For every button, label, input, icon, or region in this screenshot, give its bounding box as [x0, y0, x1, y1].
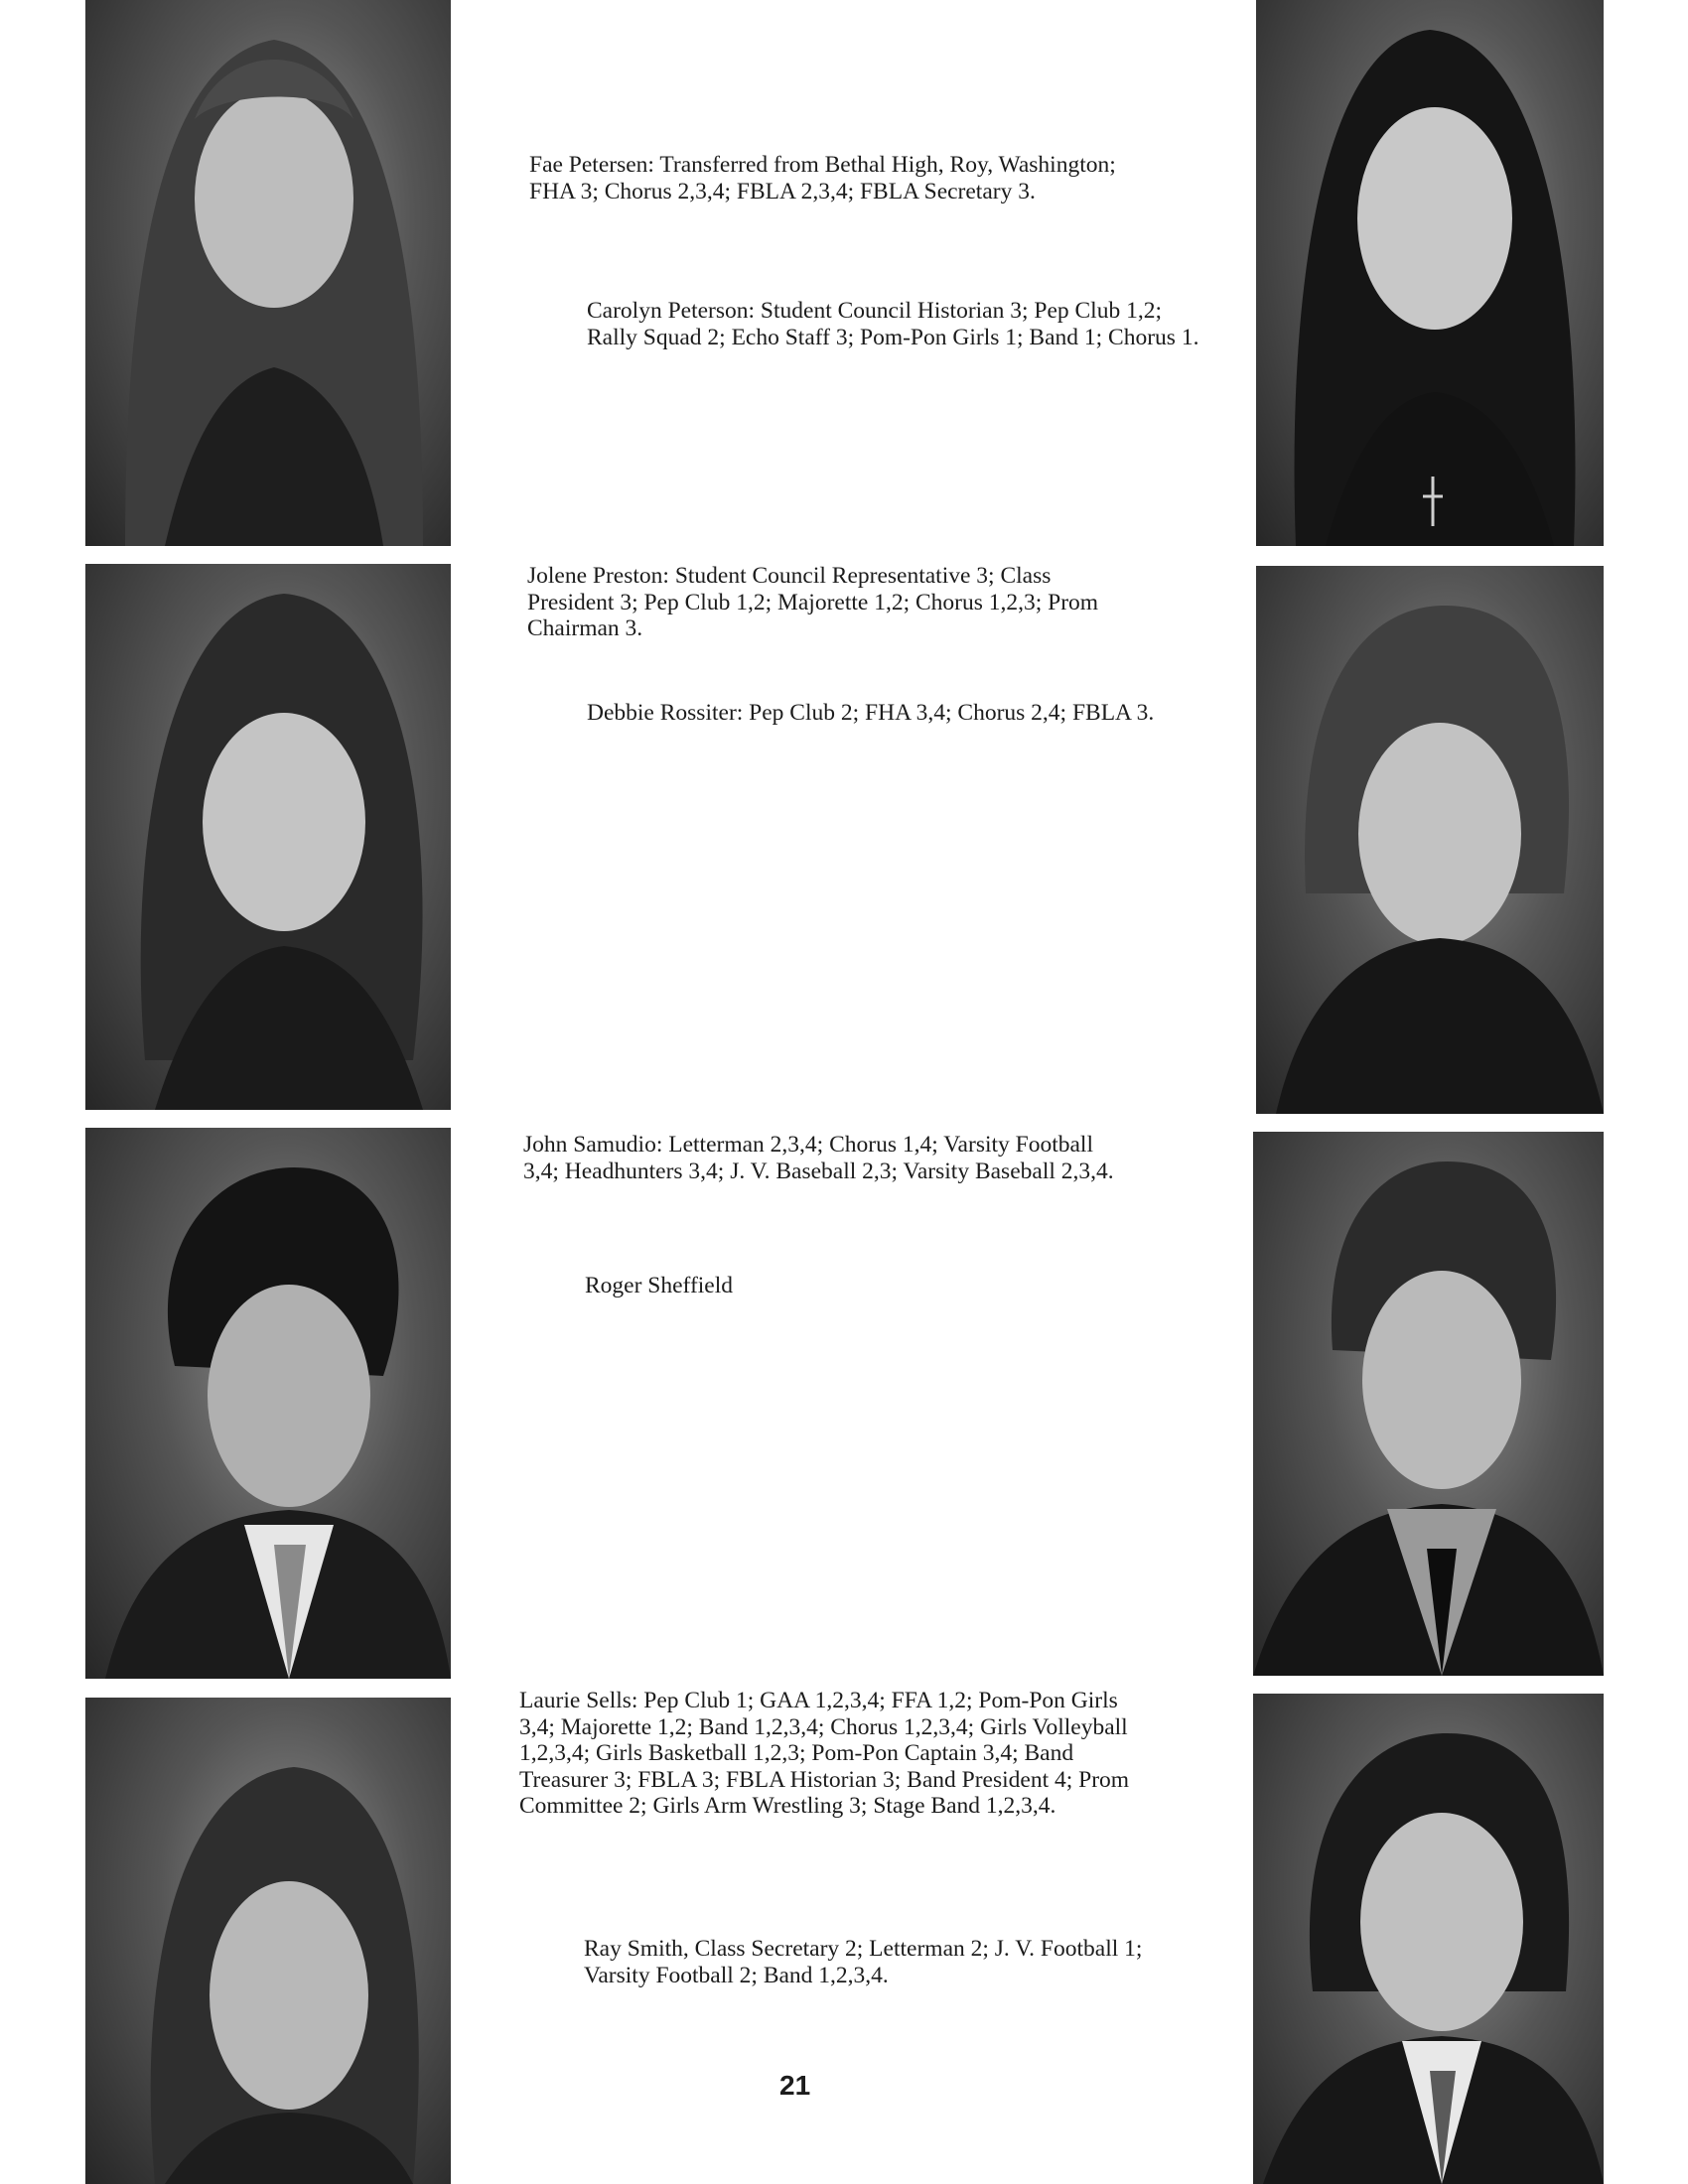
- bio-laurie-sells: Laurie Sells: Pep Club 1; GAA 1,2,3,4; FFA 1,2; Pom-Pon Girls 3,4; Majorette 1,2; Band 1,2,3,4; Chorus 1,2,3,4; Girls Volleyball 1,2,3,4; Girls Basketball 1,2,3; Pom-Pon Captain 3,4; Band Treasurer 3; FBLA 3; FBLA Historian 3; Band President 4; Prom Committee 2; Girls Arm Wrestling 3; Stage Band 1,2,3,4.: [519, 1688, 1130, 1819]
- portrait-figure: [1256, 566, 1604, 1114]
- portrait-figure: [85, 564, 451, 1110]
- portrait-photo-john-samudio: [85, 1128, 451, 1679]
- bio-john-samudio: John Samudio: Letterman 2,3,4; Chorus 1,4; Varsity Football 3,4; Headhunters 3,4; J. V. Baseball 2,3; Varsity Baseball 2,3,4.: [523, 1132, 1114, 1184]
- portrait-photo-jolene-preston: [85, 564, 451, 1110]
- portrait-photo-ray-smith: [1253, 1694, 1604, 2184]
- bio-jolene-preston: Jolene Preston: Student Council Representative 3; Class President 3; Pep Club 1,2; Majorette 1,2; Chorus 1,2,3; Prom Chairman 3.: [527, 563, 1099, 641]
- portrait-photo-debbie-rossiter: [1256, 566, 1604, 1114]
- portrait-figure: [1253, 1694, 1604, 2184]
- portrait-figure: [85, 1128, 451, 1679]
- portrait-figure: [85, 0, 451, 546]
- bio-ray-smith: Ray Smith, Class Secretary 2; Letterman 2; J. V. Football 1; Varsity Football 2; Band 1,2,3,4.: [584, 1936, 1143, 1988]
- portrait-photo-carolyn-peterson: [1256, 0, 1604, 546]
- bio-fae-petersen: Fae Petersen: Transferred from Bethal High, Roy, Washington; FHA 3; Chorus 2,3,4; FBLA 2,3,4; FBLA Secretary 3.: [529, 152, 1116, 205]
- portrait-figure: [1253, 1132, 1604, 1676]
- page-number: 21: [779, 2070, 811, 2101]
- left-page-margin: [0, 0, 85, 2184]
- right-page-margin: [1597, 0, 1688, 2184]
- bio-carolyn-peterson: Carolyn Peterson: Student Council Historian 3; Pep Club 1,2; Rally Squad 2; Echo Staff 3; Pom-Pon Girls 1; Band 1; Chorus 1.: [587, 298, 1199, 350]
- portrait-figure: [85, 1698, 451, 2184]
- portrait-photo-fae-petersen: [85, 0, 451, 546]
- bio-debbie-rossiter: Debbie Rossiter: Pep Club 2; FHA 3,4; Chorus 2,4; FBLA 3.: [587, 700, 1155, 726]
- portrait-photo-roger-sheffield: [1253, 1132, 1604, 1676]
- portrait-figure: [1256, 0, 1604, 546]
- portrait-photo-laurie-sells: [85, 1698, 451, 2184]
- bio-roger-sheffield: Roger Sheffield: [585, 1273, 734, 1298]
